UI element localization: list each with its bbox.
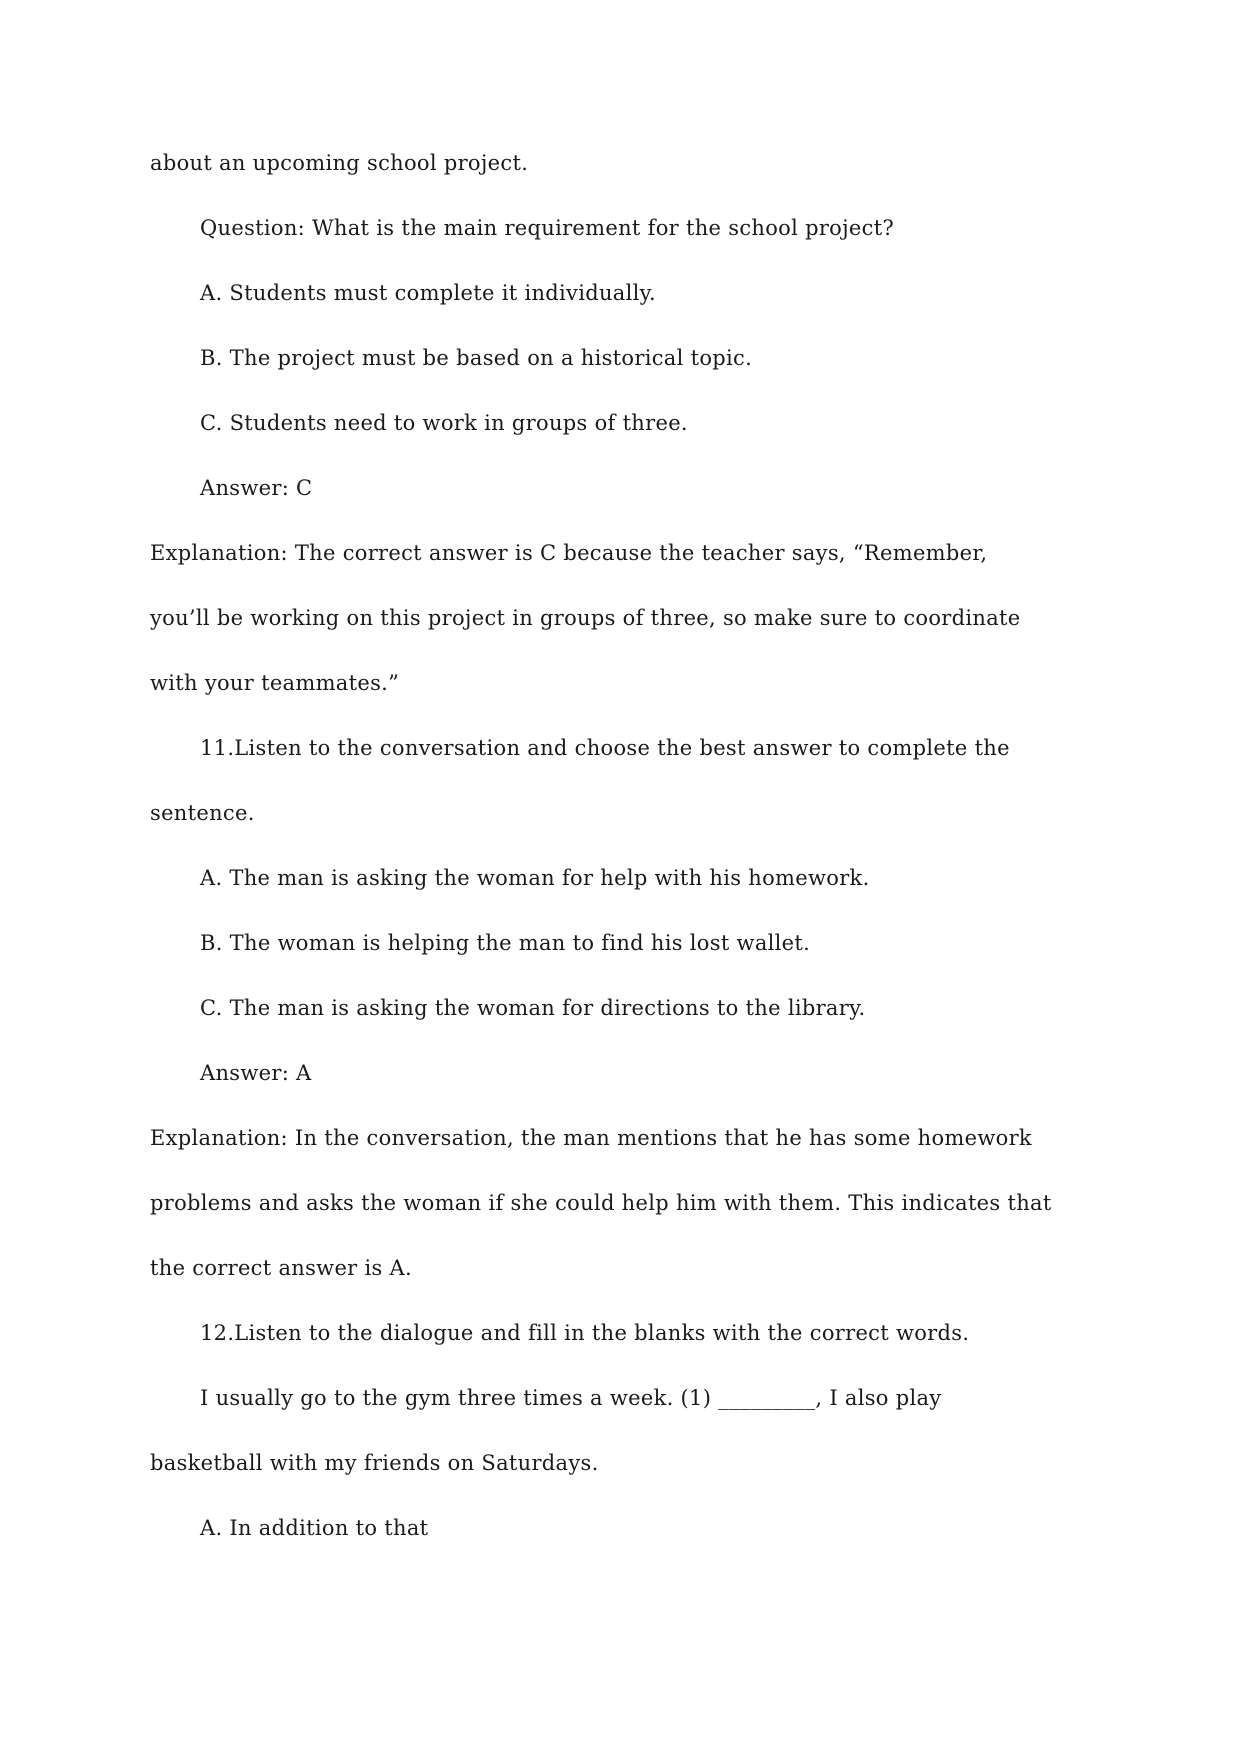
option-a: A. In addition to that — [200, 1516, 429, 1540]
explanation-text: the correct answer is A. — [150, 1256, 412, 1280]
explanation-text: you’ll be working on this project in groups of three, so make sure to coordinate — [150, 606, 1021, 630]
explanation-text: Explanation: In the conversation, the man mentions that he has some homework — [150, 1126, 1032, 1150]
question-text: sentence. — [150, 801, 255, 825]
option-a: A. The man is asking the woman for help with his homework. — [200, 866, 870, 890]
question-text: 12.Listen to the dialogue and fill in the blanks with the correct words. — [200, 1321, 970, 1345]
explanation-text: with your teammates.” — [150, 671, 400, 695]
option-b: B. The project must be based on a historical topic. — [200, 346, 753, 370]
text-line: about an upcoming school project. — [150, 151, 529, 175]
option-c: C. The man is asking the woman for directions to the library. — [200, 996, 866, 1020]
option-b: B. The woman is helping the man to find his lost wallet. — [200, 931, 811, 955]
answer-text: Answer: A — [200, 1061, 312, 1085]
option-c: C. Students need to work in groups of three. — [200, 411, 688, 435]
question-text: 11.Listen to the conversation and choose the best answer to complete the — [200, 736, 1010, 760]
explanation-text: Explanation: The correct answer is C because the teacher says, “Remember, — [150, 541, 988, 565]
fill-blank-text: basketball with my friends on Saturdays. — [150, 1451, 599, 1475]
option-a: A. Students must complete it individually. — [200, 281, 657, 305]
explanation-text: problems and asks the woman if she could help him with them. This indicates that — [150, 1191, 1052, 1215]
question-text: Question: What is the main requirement for the school project? — [200, 216, 895, 240]
answer-text: Answer: C — [200, 476, 313, 500]
fill-blank-text: I usually go to the gym three times a week. (1) _________, I also play — [200, 1386, 942, 1410]
